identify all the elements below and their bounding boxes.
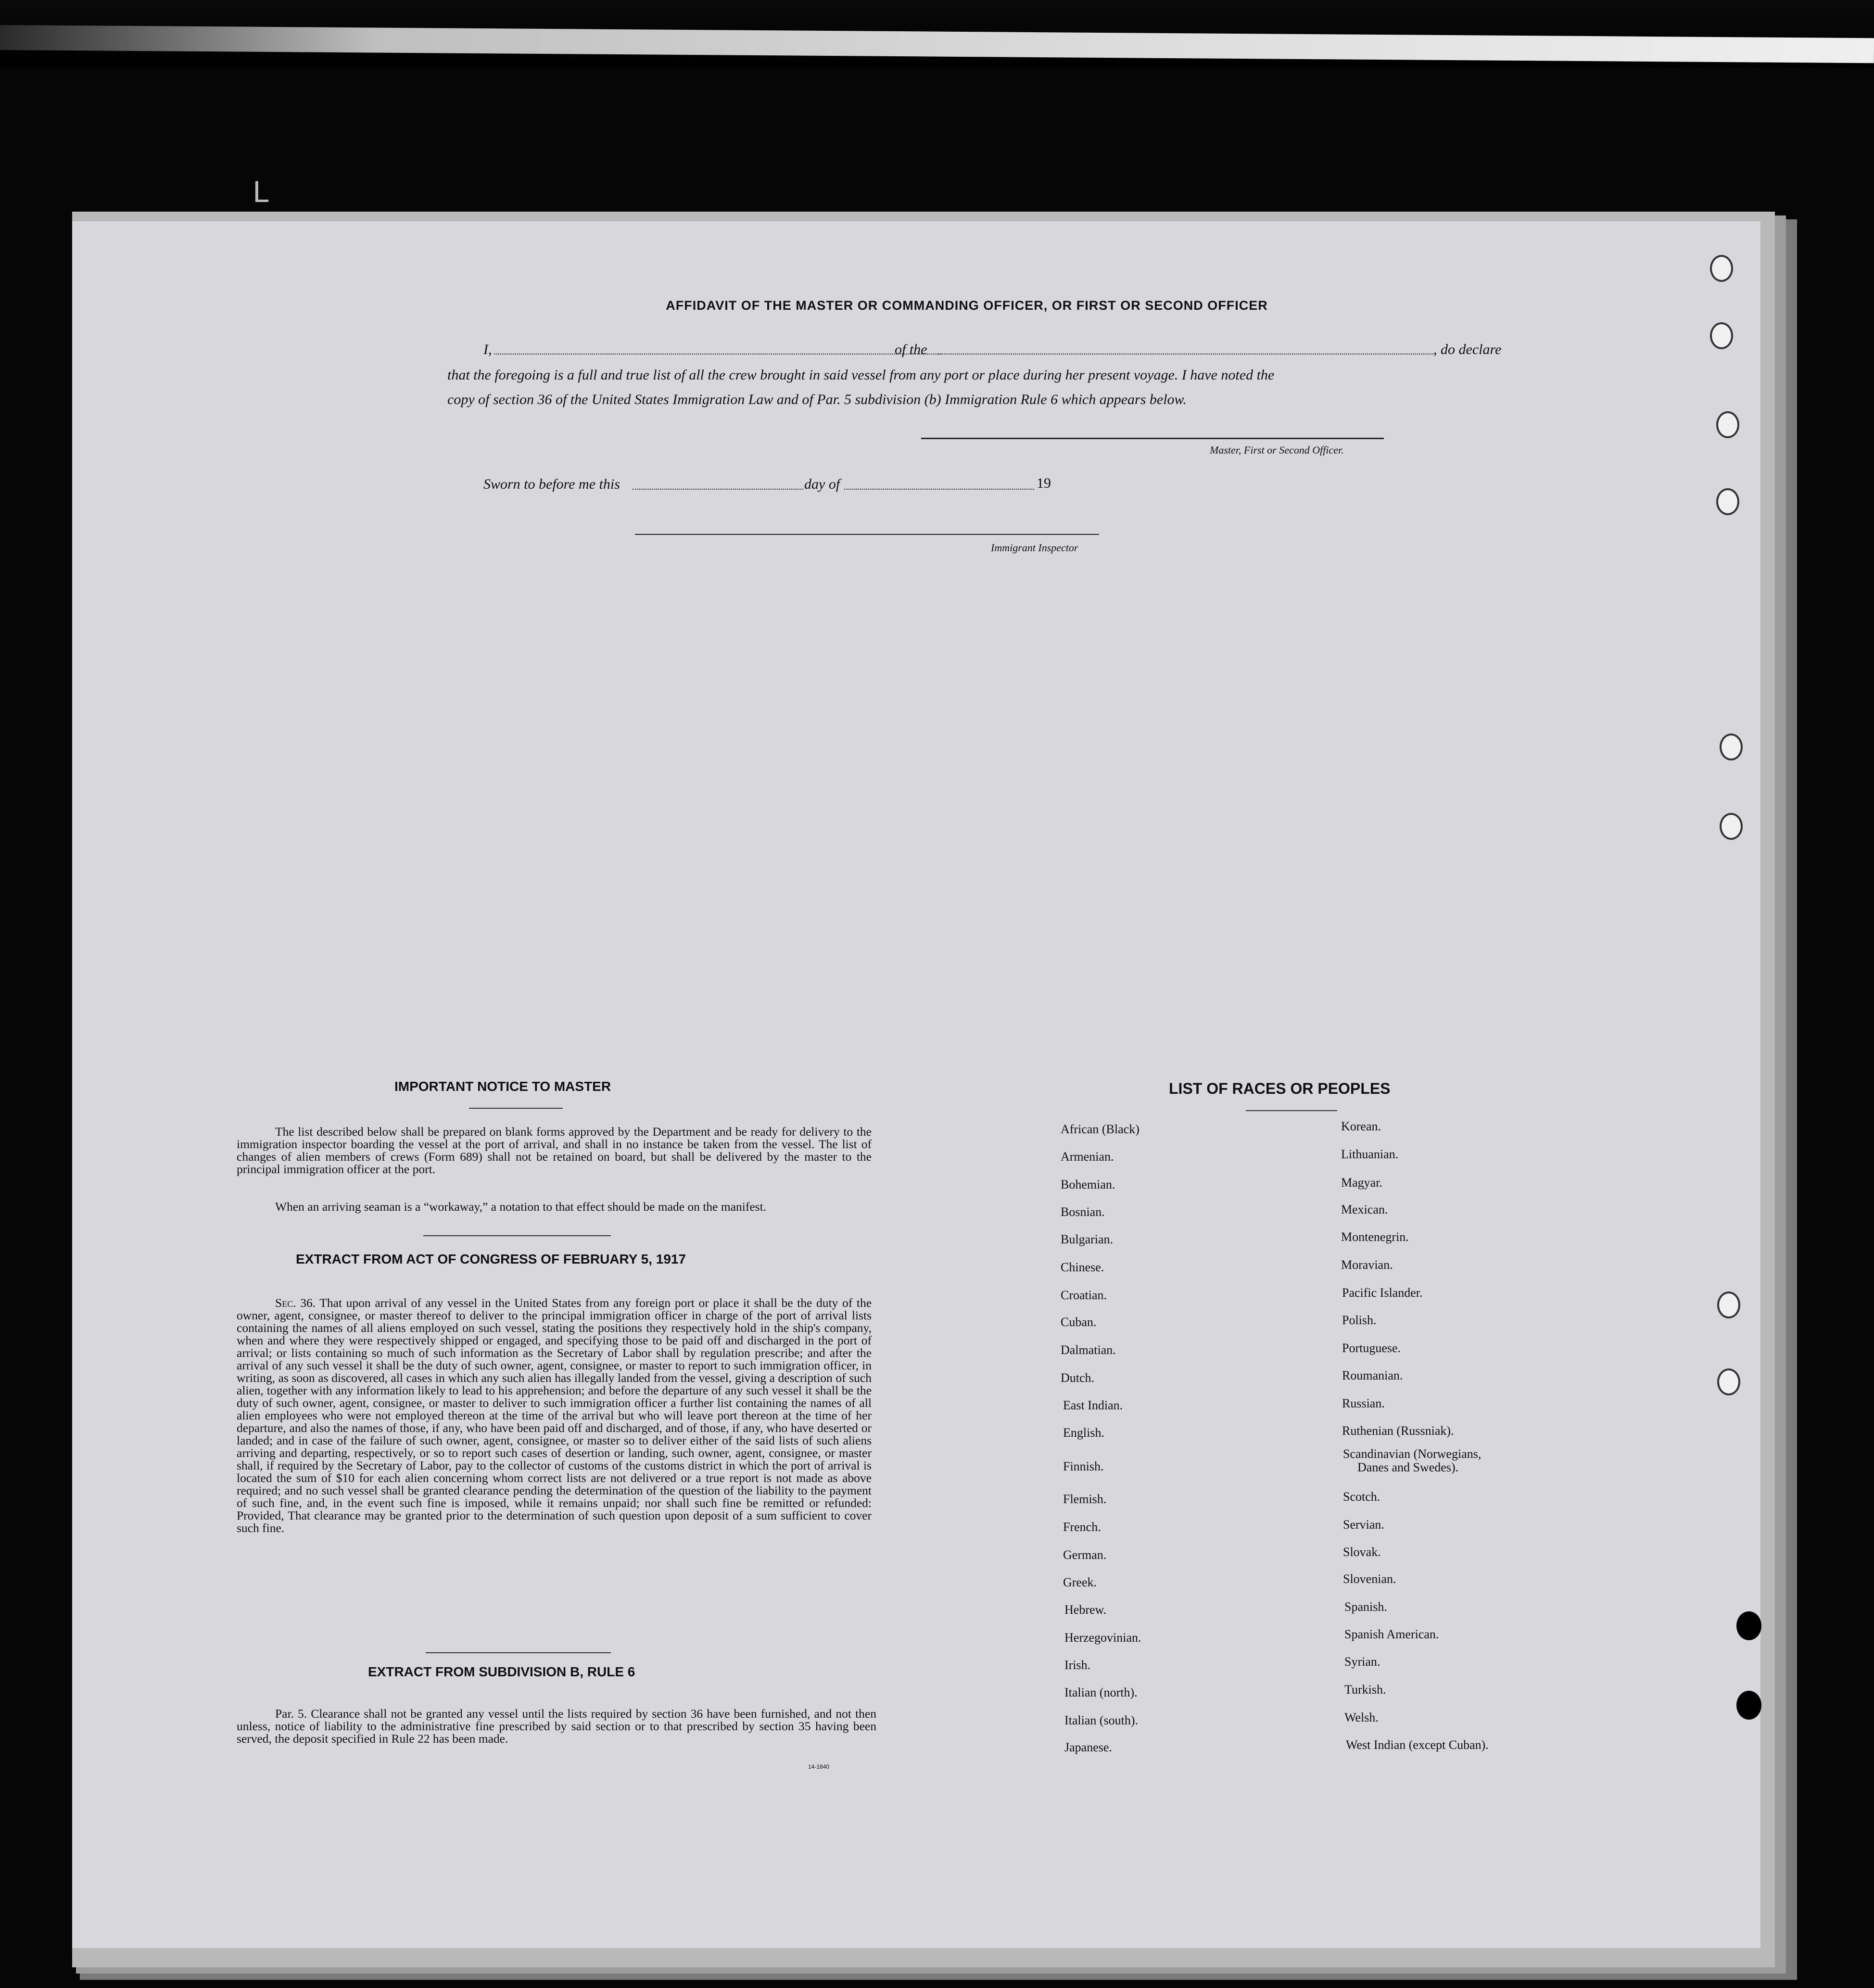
- affidavit-do-declare: , do declare: [1433, 342, 1502, 357]
- race-item: Bohemian.: [1061, 1178, 1115, 1191]
- signature-label: Master, First or Second Officer.: [1210, 444, 1344, 456]
- affidavit-line-3: copy of section 36 of the United States Immigration Law and of Par. 5 subdivision (b) Immigration Rule 6 which appears below.: [447, 392, 1187, 407]
- notice-title: IMPORTANT NOTICE TO MASTER: [394, 1079, 611, 1094]
- master-name-blank[interactable]: [494, 354, 941, 355]
- race-item: English.: [1063, 1426, 1104, 1440]
- binder-hole-icon: [1710, 322, 1733, 349]
- race-item: Scandinavian (Norwegians,: [1343, 1447, 1481, 1461]
- race-item: Russian.: [1342, 1396, 1385, 1410]
- binder-hole-icon: [1736, 1611, 1761, 1640]
- race-item: Spanish.: [1344, 1600, 1387, 1614]
- rule-extract-title: EXTRACT FROM SUBDIVISION B, RULE 6: [368, 1664, 635, 1679]
- race-item: Montenegrin.: [1341, 1230, 1409, 1244]
- year-prefix: 19: [1037, 475, 1051, 491]
- race-item: Moravian.: [1341, 1258, 1393, 1272]
- race-item: Welsh.: [1344, 1710, 1379, 1724]
- notice-body-2: When an arriving seaman is a “workaway,” a notation to that effect should be made on the manifest.: [275, 1200, 767, 1214]
- rule-extract-body: Par. 5. Clearance shall not be granted any vessel until the lists required by section 36 have been furnished, and not then unless, notice of liability to the administrative fine prescribed by said section or to that prescribed by section 35 having been served, the deposit specified in Rule 22 has been made.: [237, 1707, 876, 1746]
- race-item: Pacific Islander.: [1342, 1286, 1423, 1300]
- sworn-month-blank[interactable]: [844, 489, 1034, 490]
- race-item: Polish.: [1342, 1313, 1377, 1327]
- race-item: Japanese.: [1064, 1740, 1112, 1754]
- section-text: That upon arrival of any vessel in the United States from any foreign port or place it shall be the duty of the owner, agent, consignee, or master thereof to deliver to the principal immigration officer in charge of the port of arrival lists containing the names of all aliens employed on such vessel, stating the positions they respectively hold in the ship's company, when and where they were respectively shipped or engaged, and specifying those to be paid off and discharged in the port of arrival; or lists containing so much of such information as the Secretary of Labor shall by regulation prescribe; and after the arrival of any such vessel it shall be the duty of such owner, agent, consignee, or master to report to such immigration officer, in writing, as soon as discovered, all cases in which any such alien has illegally landed from the vessel, giving a description of such alien, together with any information likely to lead to his apprehension; and before the departure of any such vessel it shall be the duty of such owner, agent, consignee, or master to deliver to such immigration officer a further list containing the names of all alien employees who were not employed thereon at the time of the arrival but who will leave port thereon at the time of her departure, and also the names of those, if any, who have been paid off and discharged, and of those, if any, who have deserted or landed; and in case of the failure of such owner, agent, consignee, or master so to deliver either of the said lists of such aliens arriving and departing, respectively, or so to report such cases of desertion or landing, such owner, agent, consignee, or master shall, if required by the Secretary of Labor, pay to the collector of customs of the customs district in which the port of arrival is located the sum of $10 for each alien concerning whom correct lists are not delivered or a true report is not made as above required; and no such vessel shall be granted clearance pending the determination of the question of the liability to the payment of such fine, and, in the event such fine is imposed, while it remains unpaid; nor shall such fine be remitted or refunded: Provided, That clearance may be granted prior to the determination of such question upon deposit of a sum sufficient to cover such fine.: [237, 1296, 872, 1535]
- act-extract-body: [237, 1297, 872, 1534]
- race-item: Dalmatian.: [1061, 1343, 1116, 1357]
- inspector-signature-line[interactable]: [635, 534, 1099, 535]
- race-item: Danes and Swedes).: [1357, 1460, 1459, 1474]
- race-item: Bosnian.: [1061, 1205, 1105, 1219]
- vessel-name-blank[interactable]: [938, 354, 1433, 355]
- sworn-day-blank[interactable]: [633, 489, 803, 490]
- affidavit-title: AFFIDAVIT OF THE MASTER OR COMMANDING OFFICER, OR FIRST OR SECOND OFFICER: [666, 298, 1268, 313]
- race-item: Armenian.: [1061, 1150, 1114, 1164]
- binder-hole-icon: [1736, 1691, 1761, 1720]
- race-item: Magyar.: [1341, 1176, 1382, 1190]
- sworn-label: Sworn to before me this: [483, 476, 620, 492]
- race-item: French.: [1063, 1520, 1101, 1534]
- race-item: Servian.: [1343, 1518, 1384, 1532]
- binder-hole-icon: [1716, 488, 1739, 515]
- inspector-label: Immigrant Inspector: [991, 542, 1078, 554]
- race-item: Chinese.: [1061, 1260, 1104, 1274]
- race-item: Italian (south).: [1064, 1713, 1139, 1727]
- race-item: Croatian.: [1061, 1288, 1107, 1302]
- race-item: African (Black): [1061, 1122, 1140, 1136]
- pencil-mark: ᒪ: [253, 177, 269, 208]
- race-item: Greek.: [1063, 1575, 1097, 1589]
- race-item: Bulgarian.: [1061, 1232, 1114, 1246]
- race-item: Italian (north).: [1064, 1685, 1138, 1699]
- race-item: East Indian.: [1063, 1398, 1123, 1412]
- document-page: [72, 221, 1760, 1948]
- race-item: Irish.: [1064, 1658, 1091, 1672]
- binder-hole-icon: [1717, 1368, 1740, 1395]
- race-item: Korean.: [1341, 1119, 1381, 1133]
- race-item: Scotch.: [1343, 1490, 1380, 1504]
- notice-divider: [423, 1235, 611, 1236]
- race-item: Hebrew.: [1064, 1603, 1107, 1617]
- race-item: Roumanian.: [1342, 1368, 1403, 1382]
- race-item: Slovak.: [1343, 1545, 1381, 1559]
- races-rule: [1246, 1110, 1337, 1111]
- race-item: West Indian (except Cuban).: [1346, 1738, 1489, 1752]
- race-item: Slovenian.: [1343, 1572, 1396, 1586]
- form-number: 14-1840: [808, 1763, 830, 1770]
- races-title: LIST OF RACES OR PEOPLES: [1169, 1080, 1391, 1097]
- section-lead: Sec. 36.: [275, 1296, 316, 1310]
- race-item: Ruthenian (Russniak).: [1342, 1424, 1454, 1438]
- race-item: Lithuanian.: [1341, 1147, 1399, 1161]
- affidavit-i: I,: [483, 342, 492, 357]
- race-item: Dutch.: [1061, 1371, 1095, 1385]
- binder-hole-icon: [1716, 411, 1739, 438]
- affidavit-line-2: that the foregoing is a full and true list of all the crew brought in said vessel from any port or place during her present voyage. I have noted the: [447, 367, 1275, 383]
- race-item: Portuguese.: [1342, 1341, 1401, 1355]
- day-of-label: day of: [804, 476, 840, 492]
- race-item: Syrian.: [1344, 1655, 1380, 1669]
- signature-line[interactable]: [921, 438, 1384, 439]
- race-item: Spanish American.: [1344, 1627, 1439, 1641]
- race-item: Flemish.: [1063, 1492, 1107, 1506]
- act-extract-divider: [426, 1652, 611, 1653]
- notice-body-1: The list described below shall be prepared on blank forms approved by the Department and be ready for delivery to the immigration inspector boarding the vessel at the port of arrival, and shall in no instance be taken from the vessel. The list of changes of alien members of crews (Form 689) shall not be retained on board, but shall be delivered by the master to the principal immigration officer at the port.: [237, 1125, 872, 1176]
- binder-hole-icon: [1710, 255, 1733, 282]
- affidavit-of-the: of the: [895, 342, 927, 357]
- race-item: Finnish.: [1063, 1459, 1104, 1473]
- race-item: German.: [1063, 1548, 1107, 1562]
- race-item: Turkish.: [1344, 1683, 1386, 1697]
- notice-rule: [469, 1108, 563, 1109]
- race-item: Mexican.: [1341, 1203, 1388, 1216]
- binder-hole-icon: [1720, 813, 1743, 840]
- act-extract-title: EXTRACT FROM ACT OF CONGRESS OF FEBRUARY 5, 1917: [296, 1252, 686, 1266]
- race-item: Cuban.: [1061, 1315, 1097, 1329]
- binder-hole-icon: [1717, 1292, 1740, 1318]
- race-item: Herzegovinian.: [1064, 1631, 1141, 1645]
- binder-hole-icon: [1720, 734, 1743, 760]
